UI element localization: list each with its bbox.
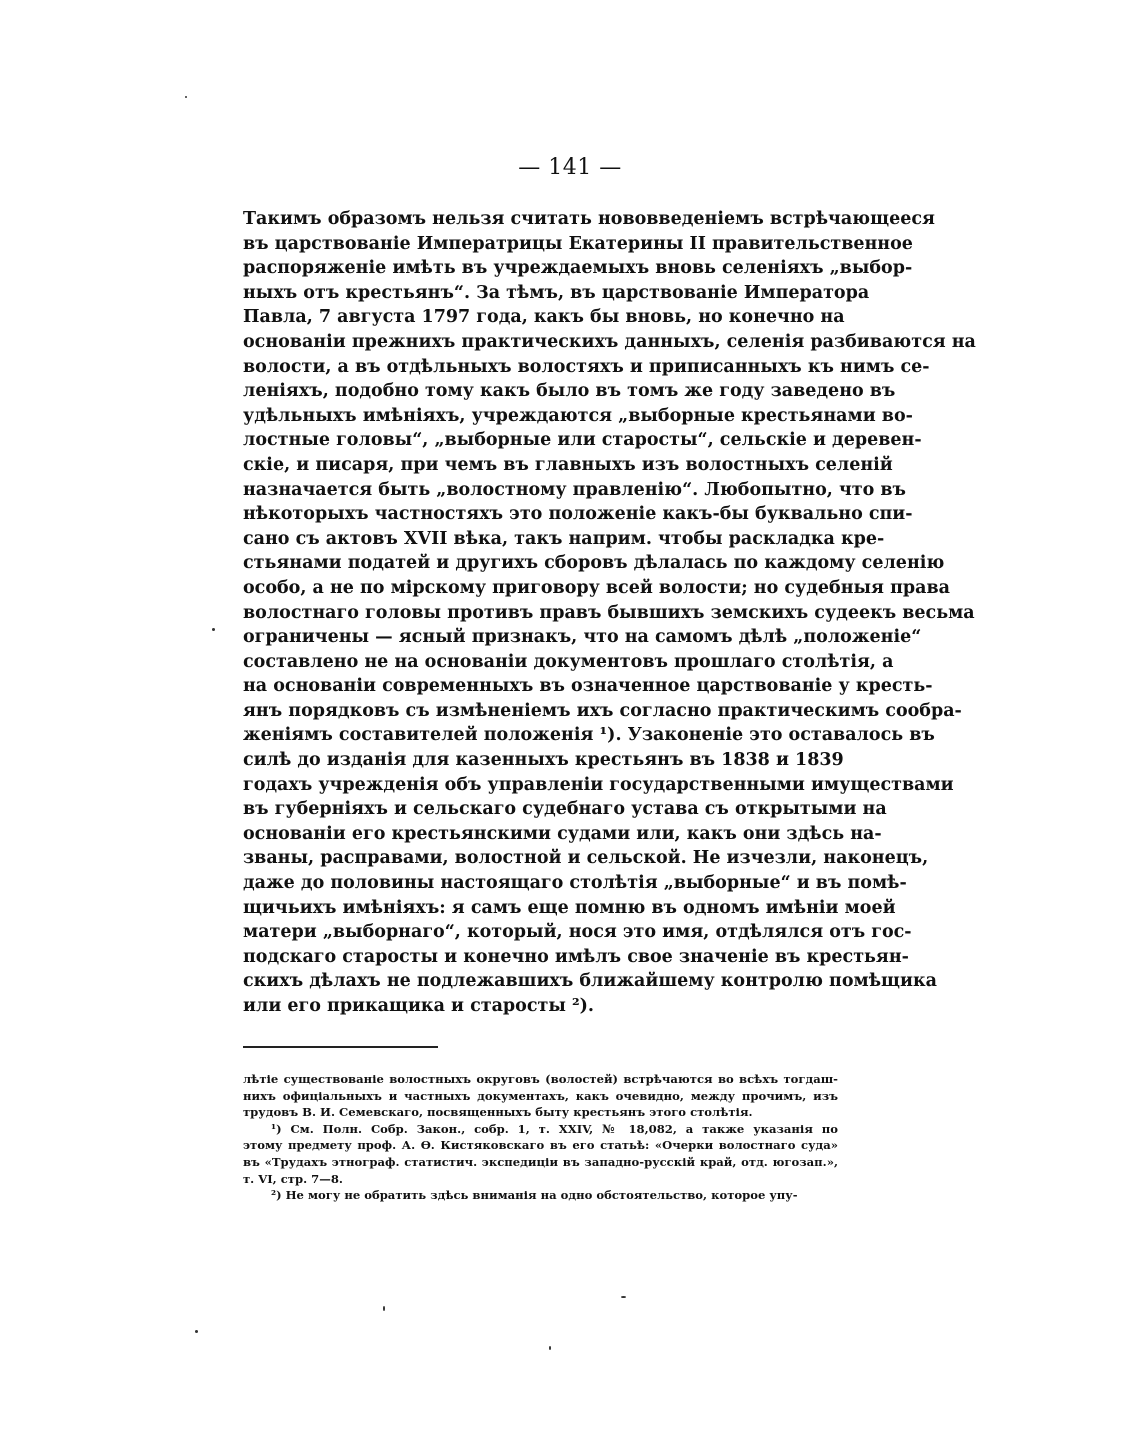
text-line: скіе, и писаря, при чемъ въ главныхъ изъ волостныхъ селеній: [243, 454, 893, 475]
text-line: матери „выборнаго“, который, нося это имя, отдѣлялся отъ гос-: [243, 922, 912, 943]
footnotes: [243, 1071, 838, 1204]
scan-speck: [185, 96, 187, 98]
text-line: янъ порядковъ съ измѣненіемъ ихъ согласно практическимъ сообра-: [243, 700, 962, 721]
footnote-line: ¹) См. Полн. Собр. Закон., собр. 1, т. XXIV, № 18,082, а также указанія по: [271, 1121, 838, 1136]
text-line: особо, а не по мірскому приговору всей волости; но судебныя права: [243, 577, 950, 598]
text-line: званы, расправами, волостной и сельской. Не изчезли, наконецъ,: [243, 848, 929, 869]
text-line: силѣ до изданія для казенныхъ крестьянъ въ 1838 и 1839: [243, 750, 844, 771]
footnote-separator: [243, 1046, 438, 1048]
text-line: на основаніи современныхъ въ означенное царствованіе у кресть-: [243, 676, 933, 697]
scan-speck: [212, 628, 215, 631]
scan-speck: [383, 1306, 385, 1311]
scan-speck: [549, 1346, 551, 1350]
text-line: въ губерніяхъ и сельскаго судебнаго устава съ открытыми на: [243, 799, 887, 820]
text-line: основаніи его крестьянскими судами или, какъ они здѣсь на-: [243, 823, 882, 844]
text-line: назначается быть „волостному правленію“. Любопытно, что въ: [243, 479, 906, 500]
text-line: удѣльныхъ имѣніяхъ, учреждаются „выборные крестьянами во-: [243, 405, 913, 426]
footnote-line: этому предмету проф. А. Ѳ. Кистяковскаго въ его статьѣ: «Очерки волостнаго суда»: [243, 1138, 838, 1153]
text-line: основаніи прежнихъ практическихъ данныхъ, селенія разбиваются на: [243, 331, 976, 352]
text-line: Такимъ образомъ нельзя считать нововведеніемъ встрѣчающееся: [243, 209, 935, 229]
text-line: составлено не на основаніи документовъ прошлаго столѣтія, а: [243, 651, 894, 672]
text-line: нѣкоторыхъ частностяхъ это положеніе какъ-бы буквально спи-: [243, 504, 913, 525]
text-line: волости, а въ отдѣльныхъ волостяхъ и приписанныхъ къ нимъ се-: [243, 356, 930, 377]
footnote-line: т. VI, стр. 7—8.: [243, 1171, 343, 1186]
text-line: скихъ дѣлахъ не подлежавшихъ ближайшему контролю помѣщика: [243, 971, 937, 992]
page-number: — 141 —: [518, 155, 622, 180]
text-line: стьянами податей и другихъ сборовъ дѣлалась по каждому селенію: [243, 553, 945, 574]
text-line: подскаго старосты и конечно имѣлъ свое значеніе въ крестьян-: [243, 946, 909, 967]
text-line: щичьихъ имѣніяхъ: я самъ еще помню въ одномъ имѣніи моей: [243, 897, 896, 918]
scan-speck: [195, 1330, 198, 1333]
text-line: или его прикащика и старосты ²).: [243, 996, 594, 1016]
text-line: въ царствованіе Императрицы Екатерины II правительственное: [243, 233, 913, 254]
footnote-line: ²) Не могу не обратить здѣсь вниманія на одно обстоятельство, которое упу-: [271, 1188, 798, 1203]
text-line: годахъ учрежденія объ управленіи государственными имуществами: [243, 774, 954, 795]
text-line: женіямъ составителей положенія ¹). Узаконеніе это оставалось въ: [243, 725, 935, 746]
text-line: ныхъ отъ крестьянъ“. За тѣмъ, въ царствованіе Императора: [243, 282, 870, 303]
text-line: леніяхъ, подобно тому какъ было въ томъ же году заведено въ: [243, 381, 896, 402]
footnote-line: трудовъ В. И. Семевскаго, посвященныхъ быту крестьянъ этого столѣтія.: [243, 1105, 753, 1120]
text-line: распоряженіе имѣть въ учреждаемыхъ вновь селеніяхъ „выбор-: [243, 258, 913, 279]
footnote-line: лѣтіе существованіе волостныхъ округовъ (волостей) встрѣчаются во всѣхъ тогдаш-: [243, 1072, 838, 1086]
text-line: волостнаго головы противъ правъ бывшихъ земскихъ судеекъ весьма: [243, 602, 975, 623]
text-line: Павла, 7 августа 1797 года, какъ бы вновь, но конечно на: [243, 307, 845, 328]
footnote-line: въ «Трудахъ этнограф. статистич. экспедиціи въ западно-русскій край, отд. югозап.»,: [243, 1154, 838, 1169]
text-line: лостные головы“, „выборные или старосты“, сельскіе и деревен-: [243, 430, 922, 451]
scan-speck: [621, 1296, 626, 1298]
main-text: [243, 207, 976, 1019]
text-line: ограничены — ясный признакъ, что на самомъ дѣлѣ „положеніе“: [243, 627, 922, 648]
footnote-line: нихъ офиціальныхъ и частныхъ документахъ, какъ очевидно, между прочимъ, изъ: [243, 1088, 838, 1103]
text-line: сано съ актовъ XVII вѣка, такъ наприм. чтобы раскладка кре-: [243, 528, 885, 549]
text-line: даже до половины настоящаго столѣтія „выборные“ и въ помѣ-: [243, 873, 907, 894]
